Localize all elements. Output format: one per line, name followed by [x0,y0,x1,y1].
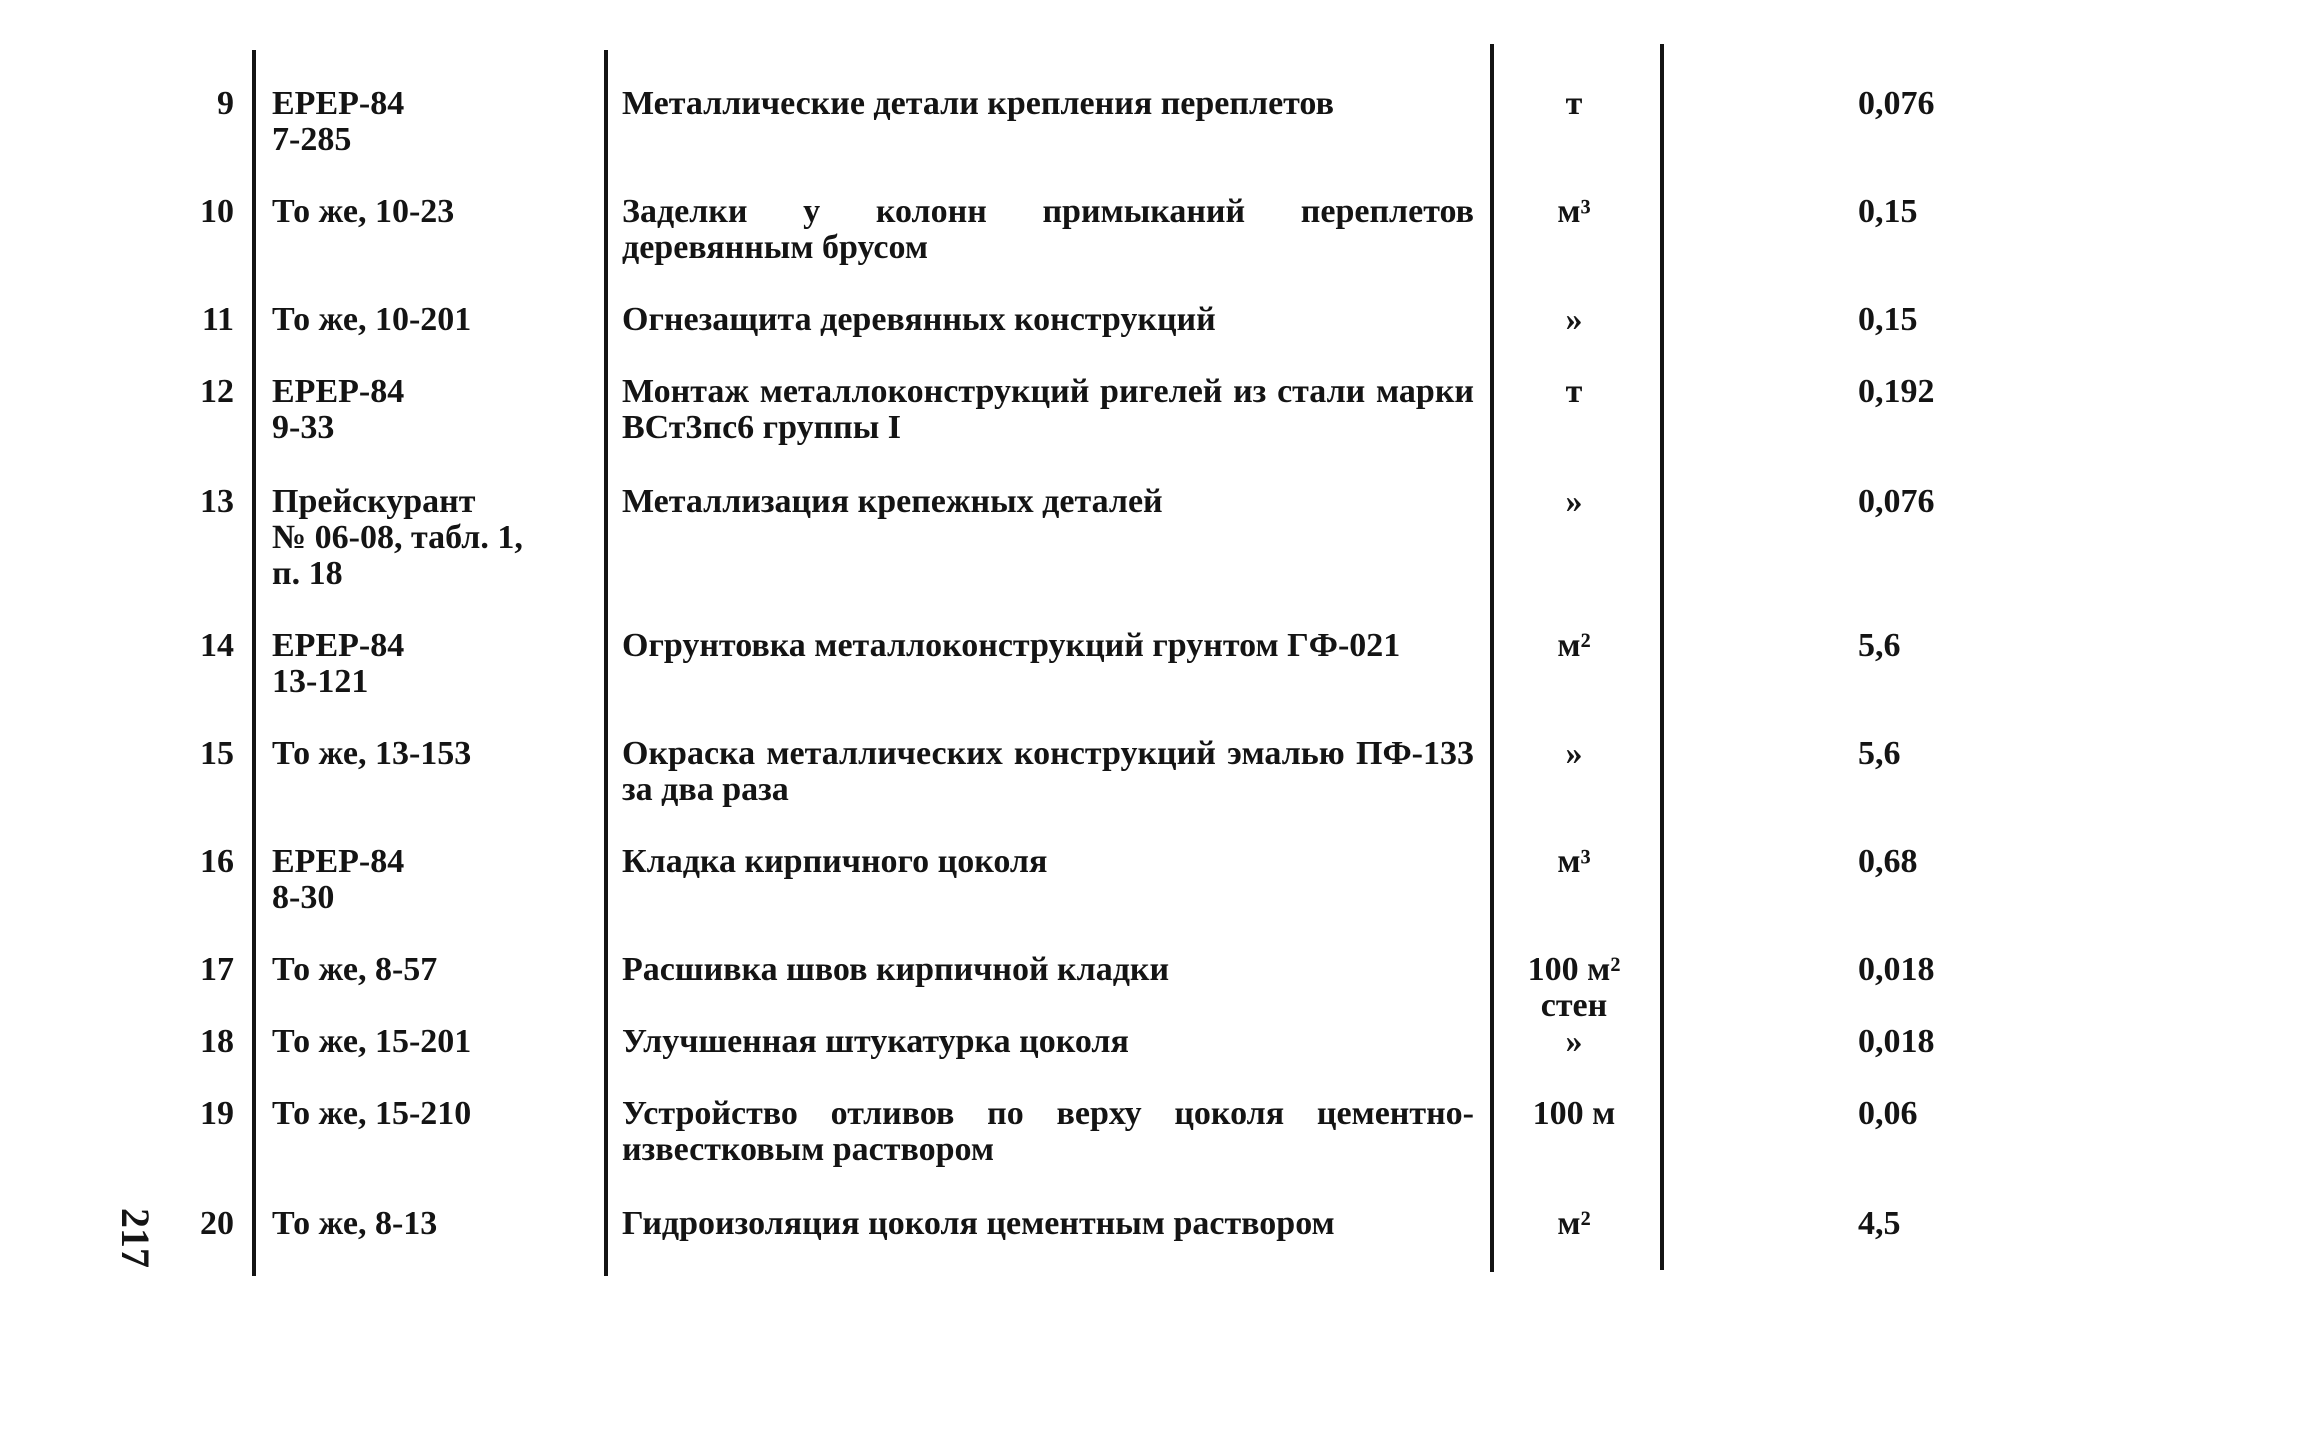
row-number: 17 [200,951,234,988]
row-number: 19 [200,1095,234,1132]
work-description: Металлизация крепежных деталей [622,483,1163,520]
norm-reference: ЕРЕР-84 13-121 [272,627,405,700]
norm-reference: То же, 8-57 [272,951,438,988]
unit: м³ [1557,843,1591,880]
quantity: 0,076 [1858,483,1935,520]
unit: » [1565,1023,1583,1060]
unit: » [1565,483,1583,520]
work-description: Улучшенная штукатурка цоколя [622,1023,1129,1060]
page-number: 217 [113,1208,158,1268]
row-number: 18 [200,1023,234,1060]
work-description: Заделки у колонн примыканий переплетов деревянным брусом [622,193,1474,266]
norm-reference: То же, 15-201 [272,1023,472,1060]
row-number: 14 [200,627,234,664]
norm-reference: То же, 8-13 [272,1205,438,1242]
unit: м² [1557,1205,1591,1242]
work-description: Окраска металлических конструкций эмалью ПФ-133 за два раза [622,735,1474,808]
row-number: 13 [200,483,234,520]
column-divider-unit [1660,44,1664,1270]
row-number: 12 [200,373,234,410]
norm-reference: Прейскурант № 06-08, табл. 1, п. 18 [272,483,523,592]
norm-reference: ЕРЕР-84 9-33 [272,373,405,446]
row-number: 11 [201,301,234,338]
norm-reference: То же, 10-23 [272,193,455,230]
quantity: 0,018 [1858,951,1935,988]
work-description: Монтаж металлоконструкций ригелей из стали марки ВСт3пс6 группы I [622,373,1474,446]
norm-reference: ЕРЕР-84 7-285 [272,85,405,158]
unit: 100 м [1532,1095,1616,1132]
work-description: Огрунтовка металлоконструкций грунтом ГФ-021 [622,627,1401,664]
quantity: 0,06 [1858,1095,1918,1132]
unit: » [1565,735,1583,772]
quantity: 5,6 [1858,627,1901,664]
work-description: Гидроизоляция цоколя цементным раствором [622,1205,1335,1242]
row-number: 20 [200,1205,234,1242]
unit: 100 м² стен [1527,951,1621,1024]
quantity: 0,192 [1858,373,1935,410]
quantity: 0,15 [1858,193,1918,230]
row-number: 10 [200,193,234,230]
norm-reference: То же, 13-153 [272,735,472,772]
quantity: 4,5 [1858,1205,1901,1242]
quantity: 0,68 [1858,843,1918,880]
work-description: Устройство отливов по верху цоколя цементно-известковым раствором [622,1095,1474,1168]
work-description: Металлические детали крепления переплетов [622,85,1334,122]
quantity: 0,076 [1858,85,1935,122]
unit: м³ [1557,193,1591,230]
unit: т [1565,85,1583,122]
norm-reference: ЕРЕР-84 8-30 [272,843,405,916]
row-number: 9 [217,85,234,122]
unit: м² [1557,627,1591,664]
norm-reference: То же, 10-201 [272,301,472,338]
quantity: 5,6 [1858,735,1901,772]
row-number: 16 [200,843,234,880]
unit: т [1565,373,1583,410]
norm-reference: То же, 15-210 [272,1095,472,1132]
work-description: Расшивка швов кирпичной кладки [622,951,1170,988]
row-number: 15 [200,735,234,772]
column-divider-reference [604,50,608,1276]
work-description: Кладка кирпичного цоколя [622,843,1048,880]
work-description: Огнезащита деревянных конструкций [622,301,1216,338]
quantity: 0,018 [1858,1023,1935,1060]
quantity: 0,15 [1858,301,1918,338]
column-divider-number [252,50,256,1276]
unit: » [1565,301,1583,338]
